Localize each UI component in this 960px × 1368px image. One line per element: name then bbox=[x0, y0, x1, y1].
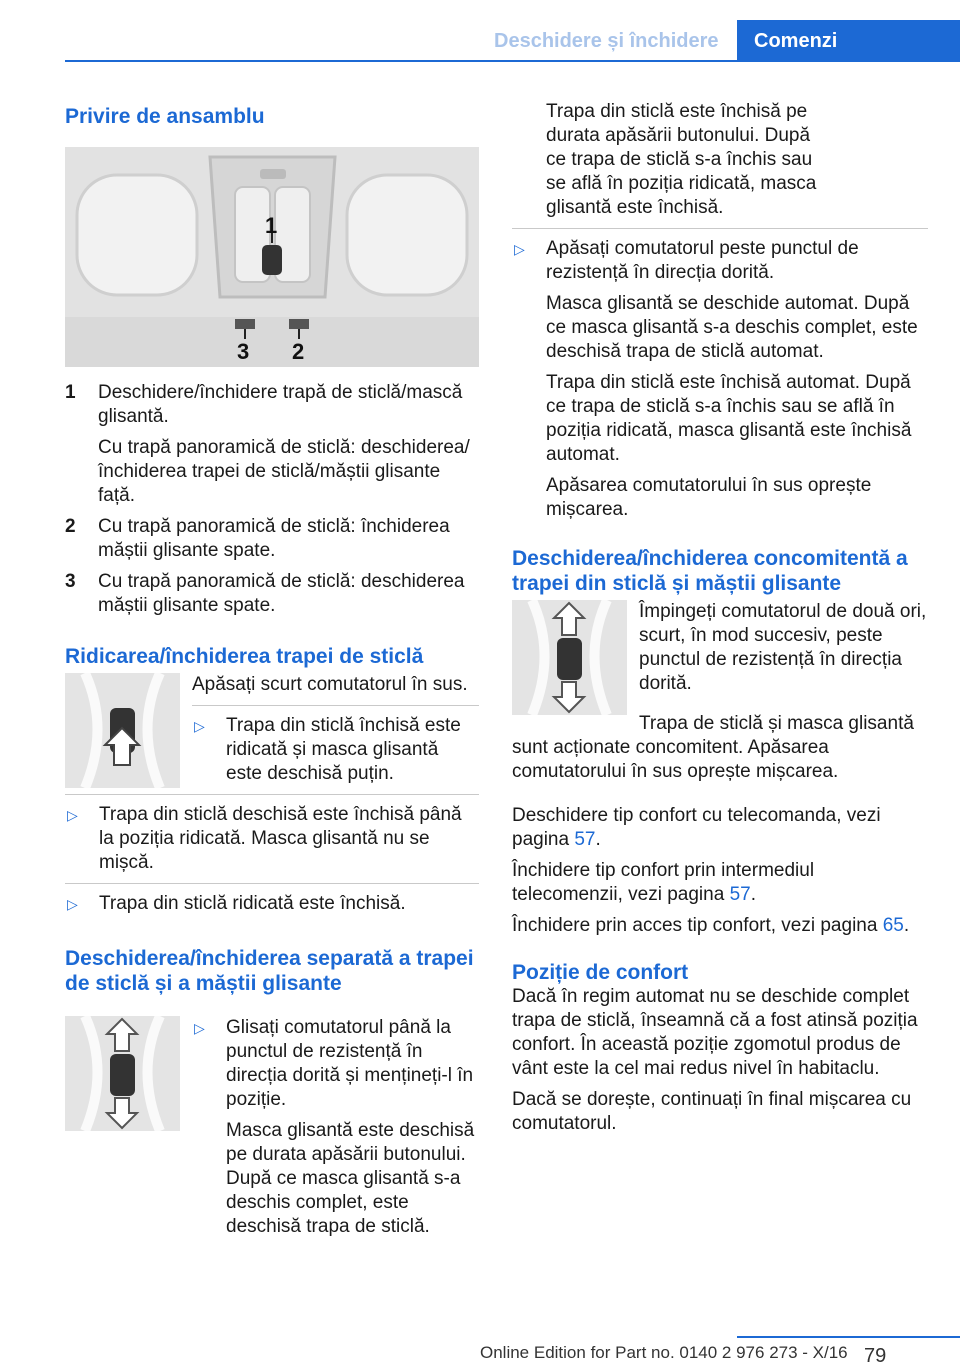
figure-label-1: 1 bbox=[265, 213, 278, 238]
legend-item-2: 2 Cu trapă panoramică de sticlă: închiderea măștii glisante spate. bbox=[65, 516, 450, 561]
separate-section bbox=[65, 1016, 479, 1247]
separate-bullet-1-continued: Trapa din sticlă este închisă pe durata apăsării butonului. După ce trapa de sticlă s-a închis sau se află în poziția ridicată, masca glisantă este închisă. bbox=[546, 101, 817, 218]
switch-slide-icon bbox=[65, 1016, 180, 1131]
roof-console-illustration bbox=[65, 147, 479, 367]
overview-legend bbox=[65, 381, 479, 618]
triangle-bullet-icon: ▷ bbox=[194, 718, 205, 734]
overview-heading: Privire de ansamblu bbox=[65, 105, 265, 128]
page-header bbox=[0, 0, 960, 62]
triangle-bullet-icon: ▷ bbox=[67, 896, 78, 912]
switch-updown-figure bbox=[65, 1016, 180, 1131]
raise-bullet-2: ▷ Trapa din sticlă deschisă este închisă până la poziția ridicată. Masca glisantă nu se mișcă. bbox=[67, 804, 462, 873]
raise-intro: Apăsați scurt comutatorul în sus. bbox=[192, 674, 468, 695]
switch-push-up-icon bbox=[65, 673, 180, 788]
comfort-ref-3: Închidere prin acces tip confort, vezi pagina 65. bbox=[512, 915, 910, 936]
triangle-bullet-icon: ▷ bbox=[67, 807, 78, 823]
page-link-57[interactable]: 57 bbox=[574, 829, 596, 850]
right-column bbox=[512, 100, 928, 1136]
switch-up-figure bbox=[65, 673, 180, 788]
page-link-57[interactable]: 57 bbox=[729, 884, 751, 905]
comfort-position-p2: Dacă se dorește, continuați în final mișcarea cu comutatorul. bbox=[512, 1089, 912, 1134]
header-section-title: Deschidere și închidere bbox=[494, 30, 719, 52]
figure-label-3: 3 bbox=[237, 339, 250, 364]
raise-bullet-1: ▷ Trapa din sticlă închisă este ridicată și masca glisantă este deschisă puțin. bbox=[194, 715, 461, 784]
separate-heading: Deschiderea/închiderea separată a trapei de sticlă și a măștii glisante bbox=[65, 947, 474, 995]
legend-item-3: 3 Cu trapă panoramică de sticlă: deschiderea măștii glisante spate. bbox=[65, 571, 465, 616]
figure-label-2: 2 bbox=[292, 339, 305, 364]
page-link-65[interactable]: 65 bbox=[882, 915, 904, 936]
legend-item-1: 1 Deschidere/închidere trapă de sticlă/mască glisantă. Cu trapă panoramică de sticlă: deschiderea/închiderea trapei de sticlă/măștii glisante față. bbox=[65, 382, 470, 506]
page-number: 79 bbox=[864, 1345, 887, 1367]
raise-section bbox=[65, 673, 479, 794]
raise-bullet-3: ▷ Trapa din sticlă ridicată este închisă. bbox=[67, 893, 406, 914]
comfort-ref-2: Închidere tip confort prin intermediul telecomenzii, vezi pagina 57. bbox=[512, 860, 815, 905]
comfort-position-heading: Poziție de confort bbox=[512, 961, 689, 984]
triangle-bullet-icon: ▷ bbox=[514, 241, 525, 257]
simultaneous-p1: Împingeți comutatorul de două ori, scurt, în mod succesiv, peste punctul de rezistență în direcția dorită. bbox=[639, 601, 927, 694]
raise-heading: Ridicarea/închiderea trapei de sticlă bbox=[65, 645, 424, 668]
header-chapter-tab: Comenzi bbox=[737, 20, 960, 62]
simultaneous-heading: Deschiderea/închiderea concomitentă a trapei din sticlă și măștii glisante bbox=[512, 547, 908, 595]
separate-bullet-1: ▷ Glisați comutatorul până la punctul de rezistență în direcția dorită și mențineți-l în poziție. Masca glisantă este deschisă pe durata apăsării butonului. După ce masca glisantă s-a deschis complet, este deschisă trapa de sticlă. bbox=[194, 1017, 475, 1237]
footer-rule bbox=[737, 1336, 960, 1338]
comfort-ref-1: Deschidere tip confort cu telecomanda, vezi pagina 57. bbox=[512, 805, 881, 850]
separate-bullet-2: ▷ Apăsați comutatorul peste punctul de rezistență în direcția dorită. Masca glisantă se deschide automat. După ce masca glisantă s-a deschis complet, este deschisă trapa de sticlă automat. Trapa din sticlă este închisă automat. După ce trapa de sticlă s-a închis sau se află în poziția ridicată, masca glisantă este închisă automat. Apăsarea comutatorului în sus oprește mișcarea. bbox=[514, 238, 918, 520]
simultaneous-section bbox=[512, 600, 928, 715]
comfort-position-p1: Dacă în regim automat nu se deschide complet trapa de sticlă, înseamnă că a fost atinsă poziția confort. În această poziție zgomotul produs de vânt este la cel mai redus nivel în habitaclu. bbox=[512, 986, 918, 1079]
simultaneous-p2: Trapa de sticlă și masca glisantă sunt acționate concomitent. Apăsarea comutatorului în sus oprește mișcarea. bbox=[512, 713, 914, 782]
overview-figure bbox=[65, 147, 479, 367]
switch-double-push-icon bbox=[512, 600, 627, 715]
header-rule bbox=[65, 60, 960, 62]
triangle-bullet-icon: ▷ bbox=[194, 1020, 205, 1036]
left-column bbox=[65, 100, 479, 1247]
footer-edition: Online Edition for Part no. 0140 2 976 273 - X/16 bbox=[480, 1343, 848, 1362]
switch-double-figure bbox=[512, 600, 627, 715]
